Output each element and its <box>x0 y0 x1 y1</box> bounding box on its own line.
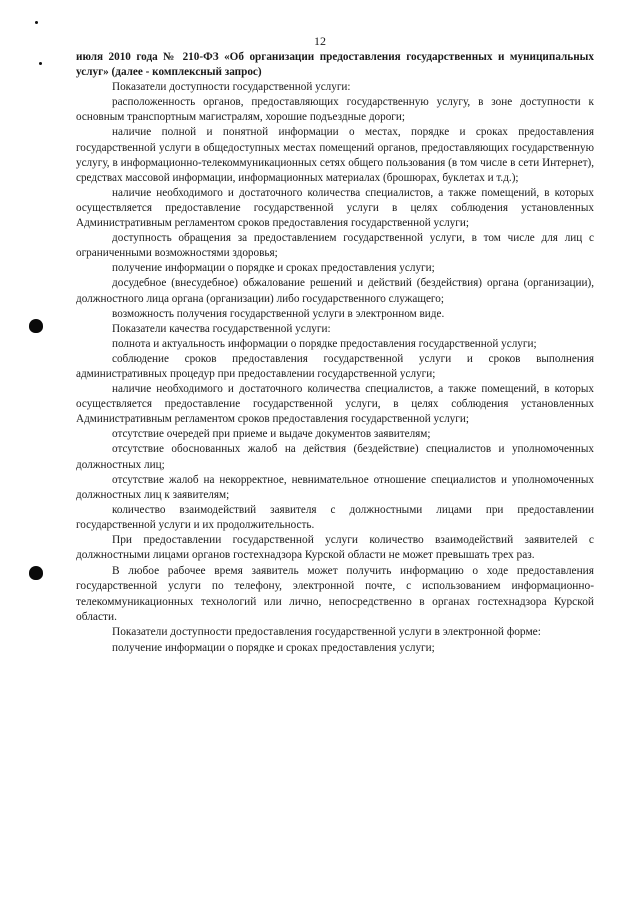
paragraph-quality-heading: Показатели качества государственной услуги: <box>112 322 331 335</box>
paragraph: наличие полной и понятной информации о местах, порядке и сроках предоставления государственной услуги в общедоступных местах помещений органов, предоставляющих государственную услугу, в информационно-телекоммуникационных сетях общего пользования (в том числе в сети Интернет), средствах массовой информации, информационных материалах (брошюрах, буклетах и т.д.); <box>76 126 594 184</box>
paragraph-electronic-form-heading: Показатели доступности предоставления государственной услуги в электронной форме: <box>112 626 541 639</box>
paragraph: отсутствие обоснованных жалоб на действия (бездействие) специалистов и уполномоченных должностных лиц; <box>76 443 594 471</box>
margin-speck-side <box>39 62 42 65</box>
paragraph: доступность обращения за предоставлением государственной услуги, в том числе для лиц с ограниченными возможностями здоровья; <box>76 232 594 260</box>
binder-punch-hole-upper <box>29 319 43 333</box>
paragraph: досудебное (внесудебное) обжалование решений и действий (бездействия) органа (организации), должностного лица органа (организации) либо государственного служащего; <box>76 277 594 305</box>
paragraph: соблюдение сроков предоставления государственной услуги и сроков выполнения административных процедур при предоставлении государственной услуги; <box>76 352 594 380</box>
paragraph: отсутствие жалоб на некорректное, невнимательное отношение специалистов и уполномоченных должностных лиц к заявителям; <box>76 473 594 501</box>
paragraph: количество взаимодействий заявителя с должностными лицами при предоставлении государственной услуги и их продолжительность. <box>76 503 594 531</box>
paragraph: наличие необходимого и достаточного количества специалистов, а также помещений, в которых осуществляется предоставление государственной услуги в целях соблюдения установленных Административным регламентом сроков предоставления государственной услуги; <box>76 186 594 230</box>
paragraph: При предоставлении государственной услуги количество взаимодействий заявителей с должностными лицами органов гостехнадзора Курской области не может превышать трех раз. <box>76 534 594 562</box>
paragraph: наличие необходимого и достаточного количества специалистов, а также помещений, в которых осуществляется предоставление государственной услуги, в целях соблюдения установленных Административным регламентом сроков предоставления государственной услуги; <box>76 383 594 426</box>
margin-speck-top <box>35 21 38 24</box>
page-number: 12 <box>314 34 326 48</box>
paragraph: получение информации о порядке и сроках предоставления услуги; <box>112 262 435 275</box>
binder-punch-hole-lower <box>29 566 43 580</box>
paragraph: полнота и актуальность информации о порядке предоставления государственной услуги; <box>112 337 537 350</box>
paragraph-accessibility-heading: Показатели доступности государственной услуги: <box>112 81 351 94</box>
document-body <box>76 50 594 656</box>
paragraph-continuation-heading: июля 2010 года № 210-ФЗ «Об организации предоставления государственных и муниципальных услуг» (далее - комплексный запрос) <box>76 51 594 79</box>
paragraph: отсутствие очередей при приеме и выдаче документов заявителям; <box>112 428 431 441</box>
paragraph: получение информации о порядке и сроках предоставления услуги; <box>112 641 435 654</box>
paragraph: возможность получения государственной услуги в электронном виде. <box>112 307 445 320</box>
paragraph: В любое рабочее время заявитель может получить информацию о ходе предоставления государственной услуги по телефону, электронной почте, с использованием информационно-телекоммуникационных технологий или лично, непосредственно в органах гостехнадзора Курской области. <box>76 564 594 624</box>
paragraph: расположенность органов, предоставляющих государственную услугу, в зоне доступности к основным транспортным магистралям, хорошие подъездные дороги; <box>76 96 594 124</box>
